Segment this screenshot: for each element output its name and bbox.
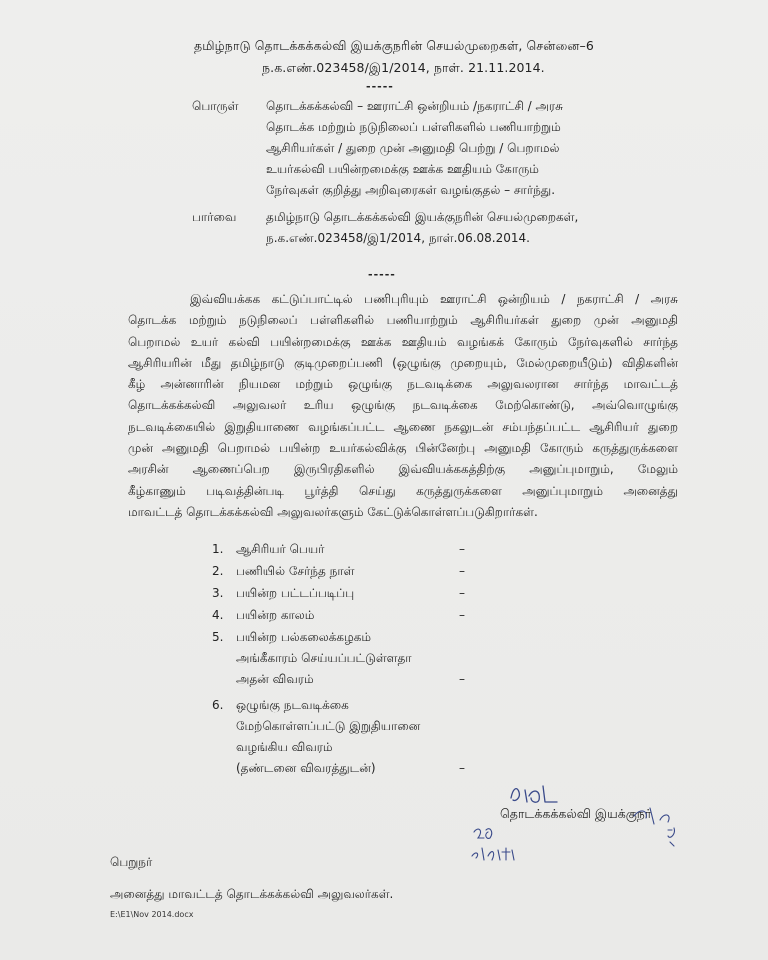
subject-line: நேர்வுகள் குறித்து அறிவுரைகள் வழங்குதல் – சார்ந்து. [266, 183, 556, 197]
list-item-label: பயின்ற பல்கலைக்கழகம் [236, 630, 372, 644]
paragraph-line: தொடக்கக்கல்வி அலுவலர் உரிய ஒழுங்கு நடவடிக்கை மேற்கொண்டு, அவ்வொழுங்கு [128, 398, 678, 413]
list-item-label-cont: மேற்கொள்ளப்பட்டு இறுதியானை [236, 719, 421, 733]
paragraph-line: மாவட்டத் தொடக்கக்கல்வி அலுவலர்களும் கேட்டுக்கொள்ளப்படுகிறார்கள். [128, 504, 538, 519]
paragraph-line: இவ்வியக்கக கட்டுப்பாட்டில் பணிபுரியும் ஊராட்சி ஒன்றியம் / நகராட்சி / அரசு [190, 292, 678, 306]
subject-line: உயர்கல்வி பயின்றமைக்கு ஊக்க ஊதியம் கோரும் [266, 162, 539, 176]
list-item-number: 2. [212, 564, 224, 578]
list-item-number: 1. [212, 542, 224, 556]
list-item-dash: – [459, 761, 465, 775]
list-item-label-cont: அதன் விவரம் [236, 672, 314, 686]
subject-line: தொடக்க மற்றும் நடுநிலைப் பள்ளிகளில் பணியாற்றும் [266, 120, 561, 134]
list-item-label: ஒழுங்கு நடவடிக்கை [236, 698, 349, 712]
paragraph-line: கீழ்காணும் படிவத்தின்படி பூர்த்தி செய்து கருத்துருக்களை அனுப்புமாறும் அனைத்து [128, 483, 678, 498]
list-item-label: ஆசிரியர் பெயர் [236, 542, 325, 556]
list-item-dash: – [459, 672, 465, 686]
header-separator: ----- [366, 80, 394, 93]
reference-label: பார்வை [192, 210, 237, 224]
recipient-address: அனைத்து மாவட்டத் தொடக்கக்கல்வி அலுவலர்கள். [110, 887, 394, 901]
list-item-number: 4. [212, 608, 224, 622]
paragraph-line: நடவடிக்கையில் இறுதியாணை வழங்கப்பட்ட ஆணை நகலுடன் சம்பந்தப்பட்ட ஆசிரியர் துறை [128, 419, 678, 434]
file-path: E:\E1\Nov 2014.docx [110, 910, 194, 919]
recipient-label: பெறுநர் [110, 855, 153, 869]
header-title: தமிழ்நாடு தொடக்கக்கல்வி இயக்குநரின் செயல்முறைகள், சென்னை–6 [194, 38, 594, 53]
list-item-dash: – [459, 608, 465, 622]
list-item-label-cont: வழங்கிய விவரம் [236, 740, 333, 754]
paragraph-line: அரசின் ஆணைப்பெற இருபிரதிகளில் இவ்வியக்ககத்திற்கு அனுப்புமாறும், மேலும் [128, 462, 678, 477]
list-item-label: பயின்ற பட்டப்படிப்பு [236, 586, 355, 600]
subject-line: தொடக்கக்கல்வி – ஊராட்சி ஒன்றியம் /நகராட்சி / அரசு [266, 99, 563, 113]
reference-line: தமிழ்நாடு தொடக்கக்கல்வி இயக்குநரின் செயல்முறைகள், [266, 210, 579, 224]
paragraph-line: முன் அனுமதி பெறாமல் பயின்ற உயர்கல்விக்கு பின்னேற்பு அனுமதி கோரும் கருத்துருக்களை [128, 441, 678, 456]
list-item-number: 6. [212, 698, 224, 712]
body-separator: ----- [368, 268, 396, 281]
handwritten-mark [632, 800, 682, 850]
list-item-number: 3. [212, 586, 224, 600]
list-item-label-cont: அங்கீகாரம் செய்யப்பட்டுள்ளதா [236, 651, 412, 665]
subject-line: ஆசிரியர்கள் / துறை முன் அனுமதி பெற்று / பெறாமல் [266, 141, 560, 155]
header-reference-number: ந.க.எண்.023458/இ1/2014, நாள். 21.11.2014. [262, 60, 545, 75]
list-item-dash: – [459, 542, 465, 556]
handwritten-date [470, 826, 530, 866]
paragraph-line: தொடக்க மற்றும் நடுநிலைப் பள்ளிகளில் பணியாற்றும் ஆசிரியர்கள் துறை முன் அனுமதி [128, 313, 678, 328]
list-item-label: பயின்ற காலம் [236, 608, 315, 622]
signature-title: தொடக்கக்கல்வி இயக்குநர் [500, 806, 652, 821]
body-paragraph [128, 289, 678, 523]
paragraph-line: ஆசிரியரின் மீது தமிழ்நாடு குடிமுறைப்பணி (ஒழுங்கு முறையும், மேல்முறையீடும்) விதிகளின் [128, 355, 678, 370]
paragraph-line: பெறாமல் உயர் கல்வி பயின்றமைக்கு ஊக்க ஊதியம் வழங்கக் கோரும் நேர்வுகளில் சார்ந்த [128, 334, 678, 349]
paragraph-line: கீழ் அன்னாரின் நியமன மற்றும் ஒழுங்கு நடவடிக்கை அலுவலரான சார்ந்த மாவட்டத் [128, 377, 678, 392]
subject-label: பொருள் [192, 99, 239, 113]
list-item-number: 5. [212, 630, 224, 644]
list-item-label-cont: (தண்டனை விவரத்துடன்) [236, 761, 376, 775]
list-item-label: பணியில் சேர்ந்த நாள் [236, 564, 355, 578]
list-item-dash: – [459, 564, 465, 578]
list-item-dash: – [459, 586, 465, 600]
reference-line: ந.க.எண்.023458/இ1/2014, நாள்.06.08.2014. [266, 231, 530, 245]
